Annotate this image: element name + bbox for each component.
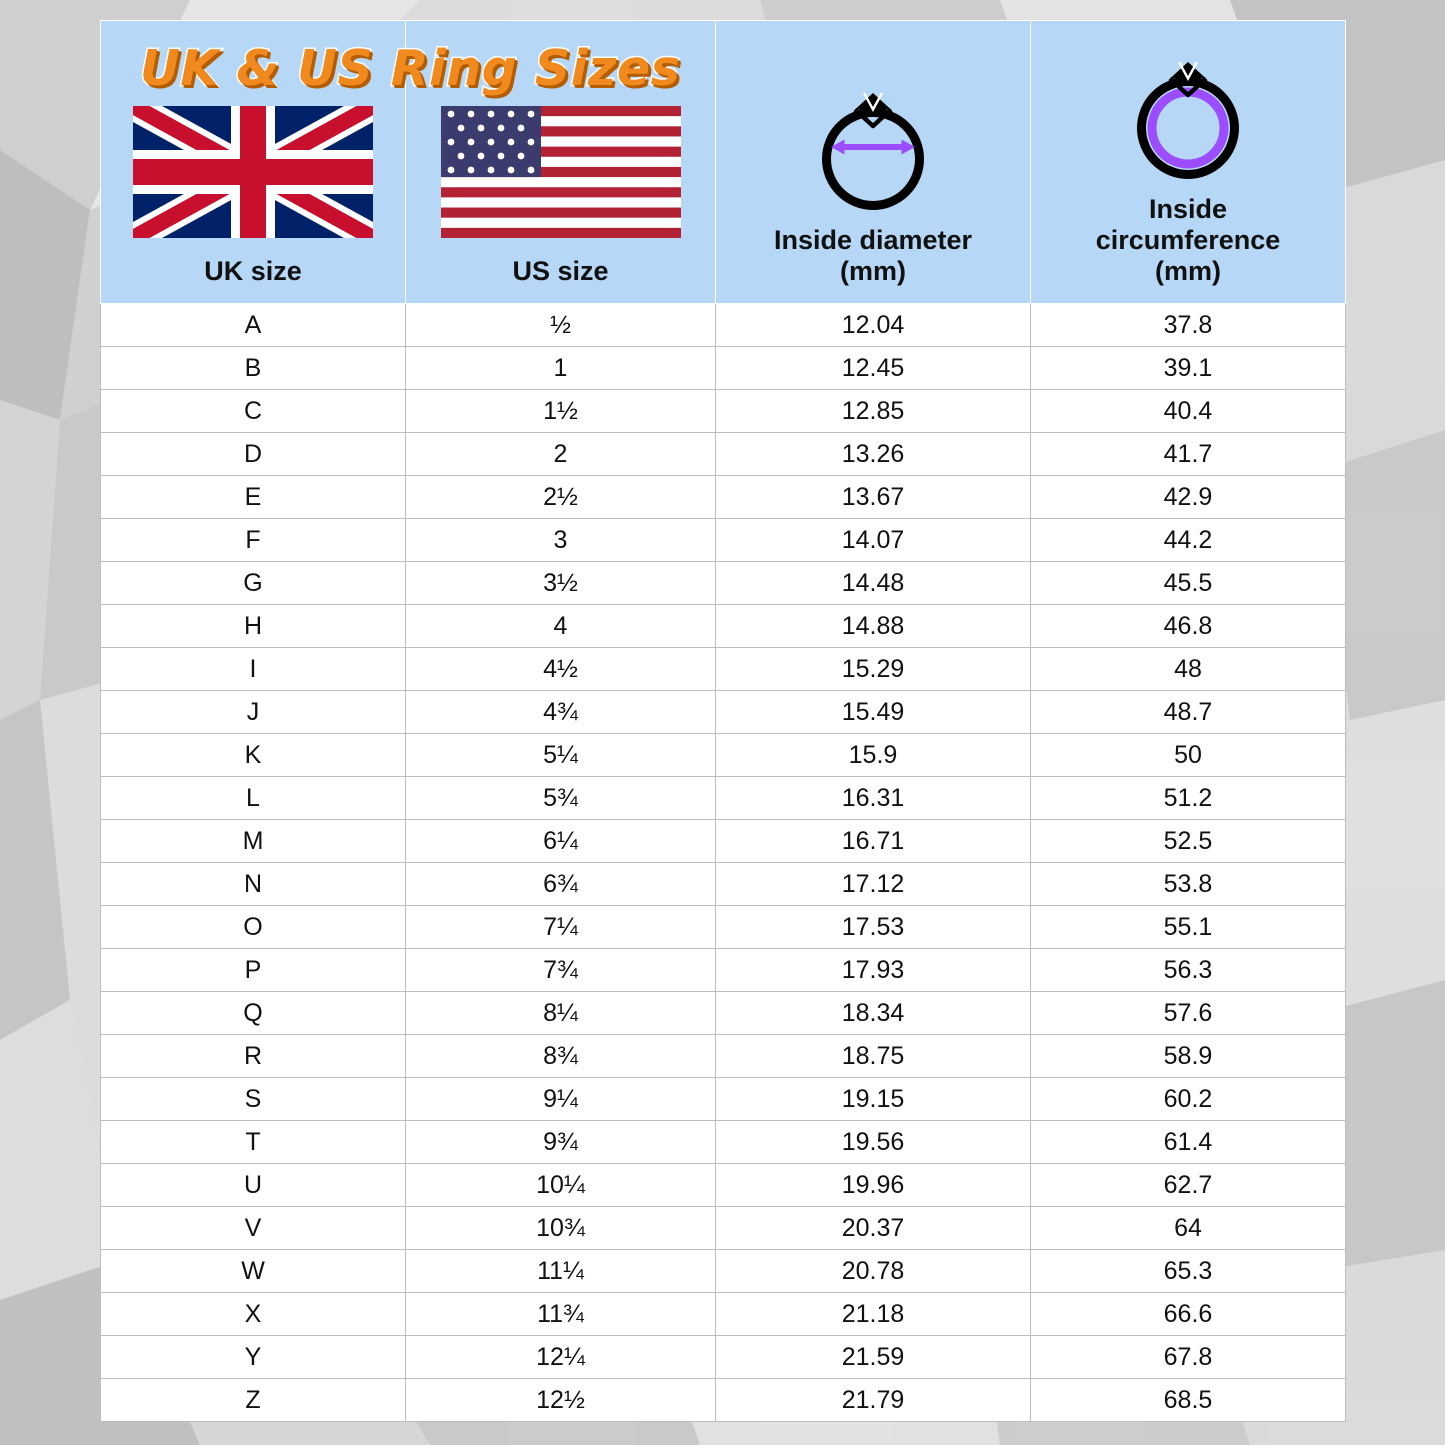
cell-uk-size: M [101, 820, 406, 863]
table-row [101, 1035, 1346, 1078]
cell-inside-diameter: 18.34 [716, 992, 1031, 1035]
page-title-text: UK & US Ring Sizes [140, 40, 681, 97]
cell-inside-diameter: 19.96 [716, 1164, 1031, 1207]
cell-us-size: 7¼ [406, 906, 716, 949]
cell-uk-size: T [101, 1121, 406, 1164]
cell-inside-diameter: 12.04 [716, 304, 1031, 347]
table-row [101, 1164, 1346, 1207]
cell-inside-diameter: 15.9 [716, 734, 1031, 777]
cell-uk-size: Y [101, 1336, 406, 1379]
cell-inside-circumference: 65.3 [1031, 1250, 1346, 1293]
cell-inside-circumference: 68.5 [1031, 1379, 1346, 1422]
cell-uk-size: X [101, 1293, 406, 1336]
cell-inside-circumference: 58.9 [1031, 1035, 1346, 1078]
cell-us-size: 11¼ [406, 1250, 716, 1293]
cell-inside-circumference: 60.2 [1031, 1078, 1346, 1121]
cell-uk-size: A [101, 304, 406, 347]
ring-size-chart [100, 20, 1345, 1422]
cell-inside-circumference: 52.5 [1031, 820, 1346, 863]
page-title [140, 40, 760, 120]
header-inside-diameter-label [774, 225, 972, 287]
table-row [101, 777, 1346, 820]
cell-inside-diameter: 12.85 [716, 390, 1031, 433]
cell-us-size: 8¾ [406, 1035, 716, 1078]
cell-uk-size: Z [101, 1379, 406, 1422]
cell-us-size: 7¾ [406, 949, 716, 992]
cell-us-size: 6¼ [406, 820, 716, 863]
table-row [101, 691, 1346, 734]
cell-inside-circumference: 40.4 [1031, 390, 1346, 433]
cell-uk-size: C [101, 390, 406, 433]
cell-us-size: 4½ [406, 648, 716, 691]
cell-uk-size: I [101, 648, 406, 691]
cell-inside-diameter: 19.15 [716, 1078, 1031, 1121]
cell-inside-circumference: 61.4 [1031, 1121, 1346, 1164]
cell-us-size: 2 [406, 433, 716, 476]
table-row [101, 949, 1346, 992]
cell-uk-size: O [101, 906, 406, 949]
table-row [101, 1121, 1346, 1164]
cell-inside-diameter: 21.79 [716, 1379, 1031, 1422]
cell-us-size: 9¼ [406, 1078, 716, 1121]
cell-inside-circumference: 48.7 [1031, 691, 1346, 734]
table-row [101, 1379, 1346, 1422]
cell-uk-size: R [101, 1035, 406, 1078]
cell-us-size: 10¾ [406, 1207, 716, 1250]
cell-inside-circumference: 46.8 [1031, 605, 1346, 648]
cell-us-size: 3½ [406, 562, 716, 605]
cell-inside-circumference: 39.1 [1031, 347, 1346, 390]
cell-us-size: 4 [406, 605, 716, 648]
cell-inside-diameter: 17.53 [716, 906, 1031, 949]
table-row [101, 605, 1346, 648]
cell-uk-size: J [101, 691, 406, 734]
cell-inside-diameter: 13.67 [716, 476, 1031, 519]
table-row [101, 1250, 1346, 1293]
cell-inside-diameter: 18.75 [716, 1035, 1031, 1078]
header-inside-diameter [716, 21, 1031, 304]
table-row [101, 863, 1346, 906]
cell-us-size: 2½ [406, 476, 716, 519]
cell-inside-circumference: 67.8 [1031, 1336, 1346, 1379]
cell-us-size: 8¼ [406, 992, 716, 1035]
cell-inside-diameter: 17.93 [716, 949, 1031, 992]
table-row [101, 906, 1346, 949]
header-inside-circumference [1031, 21, 1346, 304]
ring-inside-circumference-icon [1113, 38, 1263, 188]
cell-uk-size: E [101, 476, 406, 519]
cell-inside-diameter: 15.49 [716, 691, 1031, 734]
uk-flag-icon [133, 106, 373, 238]
ring-size-table [100, 20, 1346, 1422]
header-inside-diameter-line2: (mm) [839, 255, 906, 286]
cell-uk-size: H [101, 605, 406, 648]
header-inside-circumference-line2: circumference [1095, 224, 1281, 255]
table-row [101, 304, 1346, 347]
cell-inside-circumference: 41.7 [1031, 433, 1346, 476]
cell-inside-diameter: 20.37 [716, 1207, 1031, 1250]
cell-inside-diameter: 17.12 [716, 863, 1031, 906]
cell-inside-diameter: 19.56 [716, 1121, 1031, 1164]
table-row [101, 1207, 1346, 1250]
cell-inside-circumference: 37.8 [1031, 304, 1346, 347]
table-row [101, 433, 1346, 476]
cell-inside-diameter: 21.59 [716, 1336, 1031, 1379]
table-body [101, 304, 1346, 1422]
cell-us-size: 3 [406, 519, 716, 562]
cell-uk-size: P [101, 949, 406, 992]
table-row [101, 390, 1346, 433]
cell-us-size: ½ [406, 304, 716, 347]
header-inside-circumference-line1: Inside [1148, 193, 1227, 224]
cell-inside-diameter: 21.18 [716, 1293, 1031, 1336]
cell-us-size: 9¾ [406, 1121, 716, 1164]
cell-inside-circumference: 55.1 [1031, 906, 1346, 949]
cell-us-size: 12¼ [406, 1336, 716, 1379]
cell-us-size: 5¾ [406, 777, 716, 820]
cell-inside-diameter: 15.29 [716, 648, 1031, 691]
cell-inside-circumference: 62.7 [1031, 1164, 1346, 1207]
cell-uk-size: U [101, 1164, 406, 1207]
header-uk-size-label: UK size [204, 255, 302, 286]
cell-us-size: 1 [406, 347, 716, 390]
cell-inside-circumference: 50 [1031, 734, 1346, 777]
cell-inside-diameter: 12.45 [716, 347, 1031, 390]
header-inside-circumference-line3: (mm) [1154, 255, 1221, 286]
header-us-size-label: US size [512, 255, 609, 286]
cell-uk-size: Q [101, 992, 406, 1035]
table-row [101, 347, 1346, 390]
cell-inside-diameter: 14.07 [716, 519, 1031, 562]
cell-us-size: 6¾ [406, 863, 716, 906]
table-row [101, 1293, 1346, 1336]
cell-us-size: 1½ [406, 390, 716, 433]
cell-uk-size: N [101, 863, 406, 906]
table-row [101, 648, 1346, 691]
table-row [101, 562, 1346, 605]
cell-uk-size: W [101, 1250, 406, 1293]
cell-uk-size: G [101, 562, 406, 605]
cell-inside-circumference: 44.2 [1031, 519, 1346, 562]
cell-us-size: 10¼ [406, 1164, 716, 1207]
table-row [101, 820, 1346, 863]
cell-uk-size: V [101, 1207, 406, 1250]
us-flag-icon [441, 106, 681, 238]
cell-us-size: 4¾ [406, 691, 716, 734]
header-inside-circumference-label [1096, 194, 1281, 287]
cell-inside-diameter: 16.31 [716, 777, 1031, 820]
header-inside-diameter-line1: Inside diameter [773, 224, 973, 255]
cell-uk-size: K [101, 734, 406, 777]
table-row [101, 1336, 1346, 1379]
cell-inside-diameter: 14.48 [716, 562, 1031, 605]
ring-inside-diameter-icon [798, 69, 948, 219]
cell-inside-circumference: 64 [1031, 1207, 1346, 1250]
cell-inside-diameter: 16.71 [716, 820, 1031, 863]
table-row [101, 519, 1346, 562]
cell-inside-circumference: 57.6 [1031, 992, 1346, 1035]
cell-us-size: 12½ [406, 1379, 716, 1422]
cell-inside-circumference: 51.2 [1031, 777, 1346, 820]
cell-uk-size: S [101, 1078, 406, 1121]
cell-uk-size: B [101, 347, 406, 390]
table-row [101, 992, 1346, 1035]
cell-inside-circumference: 56.3 [1031, 949, 1346, 992]
cell-inside-circumference: 45.5 [1031, 562, 1346, 605]
cell-us-size: 11¾ [406, 1293, 716, 1336]
table-row [101, 734, 1346, 777]
cell-us-size: 5¼ [406, 734, 716, 777]
cell-uk-size: D [101, 433, 406, 476]
cell-inside-circumference: 53.8 [1031, 863, 1346, 906]
cell-inside-diameter: 20.78 [716, 1250, 1031, 1293]
cell-inside-circumference: 48 [1031, 648, 1346, 691]
table-row [101, 1078, 1346, 1121]
table-row [101, 476, 1346, 519]
cell-uk-size: L [101, 777, 406, 820]
cell-uk-size: F [101, 519, 406, 562]
cell-inside-circumference: 42.9 [1031, 476, 1346, 519]
cell-inside-circumference: 66.6 [1031, 1293, 1346, 1336]
cell-inside-diameter: 13.26 [716, 433, 1031, 476]
cell-inside-diameter: 14.88 [716, 605, 1031, 648]
